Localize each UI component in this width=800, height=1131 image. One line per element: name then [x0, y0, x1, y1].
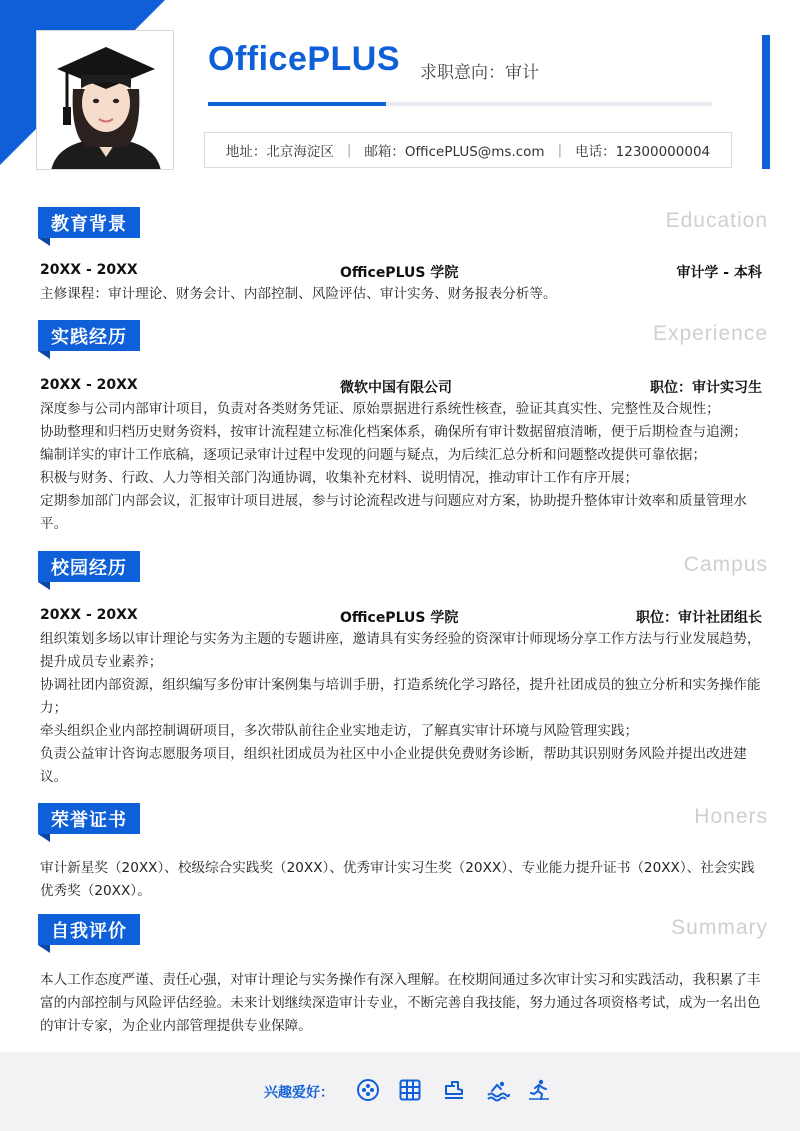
- swimming-icon: [486, 1078, 510, 1102]
- name-underline: [208, 102, 712, 106]
- exp-line: 编制详实的审计工作底稿，逐项记录审计过程中发现的问题与疑点，为后续汇总分析和问题整改提供可靠依据；: [40, 447, 707, 463]
- summary-text: 本人工作态度严谨、责任心强，对审计理论与实务操作有深入理解。在校期间通过多次审计实习和实践活动，我积累了丰富的内部控制与风险评估经验。未来计划继续深造审计专业，不断完善自我技能，努力通过各项资格考试，成为一名出色的审计专家，为企业内部管理提供专业保障。: [40, 972, 761, 1034]
- job-intent: 求职意向：审计: [420, 63, 539, 83]
- edu-degree: 审计学 - 本科: [676, 265, 762, 281]
- honors-text: 审计新星奖（20XX）、校级综合实践奖（20XX）、优秀审计实习生奖（20XX）、专业能力提升证书（20XX）、社会实践优秀奖（20XX）。: [40, 860, 755, 899]
- campus-line: 组织策划多场以审计理论与实务为主题的专题讲座，邀请具有实务经验的资深审计师现场分享工作方法与行业发展趋势，提升成员专业素养；: [40, 631, 761, 670]
- exp-line: 协助整理和归档历史财务资料，按审计流程建立标准化档案体系，确保所有审计数据留痕清晰，便于后期检查与追溯；: [40, 424, 747, 440]
- accent-bar: [762, 35, 770, 169]
- exp-line: 深度参与公司内部审计项目，负责对各类财务凭证、原始票据进行系统性核查，验证其真实性、完整性及合规性；: [40, 401, 720, 417]
- contact-box: [204, 132, 732, 168]
- education-row: [40, 262, 762, 282]
- hobby-label: 兴趣爱好：: [264, 1085, 334, 1101]
- contact-address: 地址：北京海淀区: [225, 144, 334, 160]
- exp-period: 20XX - 20XX: [40, 377, 138, 393]
- edu-school: OfficePLUS 学院: [340, 265, 459, 281]
- profile-photo: [36, 30, 174, 170]
- skating-icon: [442, 1078, 466, 1102]
- experience-row: [40, 377, 762, 397]
- contact-phone: 电话：12300000004: [575, 144, 711, 160]
- section-title: 荣誉证书: [38, 803, 140, 834]
- exp-line: 积极与财务、行政、人力等相关部门沟通协调，收集补充材料、说明情况，推动审计工作有序开展；: [40, 470, 639, 486]
- section-title: 校园经历: [38, 551, 140, 582]
- campus-line: 牵头组织企业内部控制调研项目，多次带队前往企业实地走访，了解真实审计环境与风险管理实践；: [40, 723, 639, 739]
- campus-period: 20XX - 20XX: [40, 607, 138, 623]
- section-title-en: Honers: [694, 805, 768, 828]
- section-title-en: Education: [665, 209, 768, 232]
- exp-company: 微软中国有限公司: [340, 380, 452, 396]
- gamepad-icon: [356, 1078, 380, 1102]
- campus-row: [40, 607, 762, 627]
- exp-line: 定期参加部门内部会议，汇报审计项目进展，参与讨论流程改进与问题应对方案，协助提升整体审计效率和质量管理水平。: [40, 493, 747, 532]
- section-title-en: Summary: [671, 916, 768, 939]
- hobbies-footer: [0, 1052, 800, 1131]
- contact-email: 邮箱：OfficePLUS@ms.com: [364, 144, 545, 160]
- edu-courses: 主修课程：审计理论、财务会计、内部控制、风险评估、审计实务、财务报表分析等。: [40, 286, 557, 302]
- exp-role: 职位：审计实习生: [650, 380, 762, 396]
- campus-line: 协调社团内部资源，组织编写多份审计案例集与培训手册，打造系统化学习路径，提升社团成员的独立分析和实务操作能力；: [40, 677, 761, 716]
- running-icon: [527, 1078, 551, 1102]
- contact-separator: |: [557, 142, 563, 158]
- exp-description: [40, 398, 766, 536]
- section-title: 自我评价: [38, 914, 140, 945]
- section-title: 教育背景: [38, 207, 140, 238]
- section-title-en: Campus: [683, 553, 768, 576]
- section-title-en: Experience: [652, 322, 768, 345]
- candidate-name: OfficePLUS: [208, 40, 401, 78]
- campus-org: OfficePLUS 学院: [340, 610, 459, 626]
- campus-line: 负责公益审计咨询志愿服务项目，组织社团成员为社区中小企业提供免费财务诊断，帮助其识别财务风险并提出改进建议。: [40, 746, 747, 785]
- contact-separator: |: [346, 142, 352, 158]
- edu-period: 20XX - 20XX: [40, 262, 138, 278]
- campus-role: 职位：审计社团组长: [636, 610, 762, 626]
- campus-description: [40, 628, 766, 789]
- puzzle-icon: [398, 1078, 422, 1102]
- section-title: 实践经历: [38, 320, 140, 351]
